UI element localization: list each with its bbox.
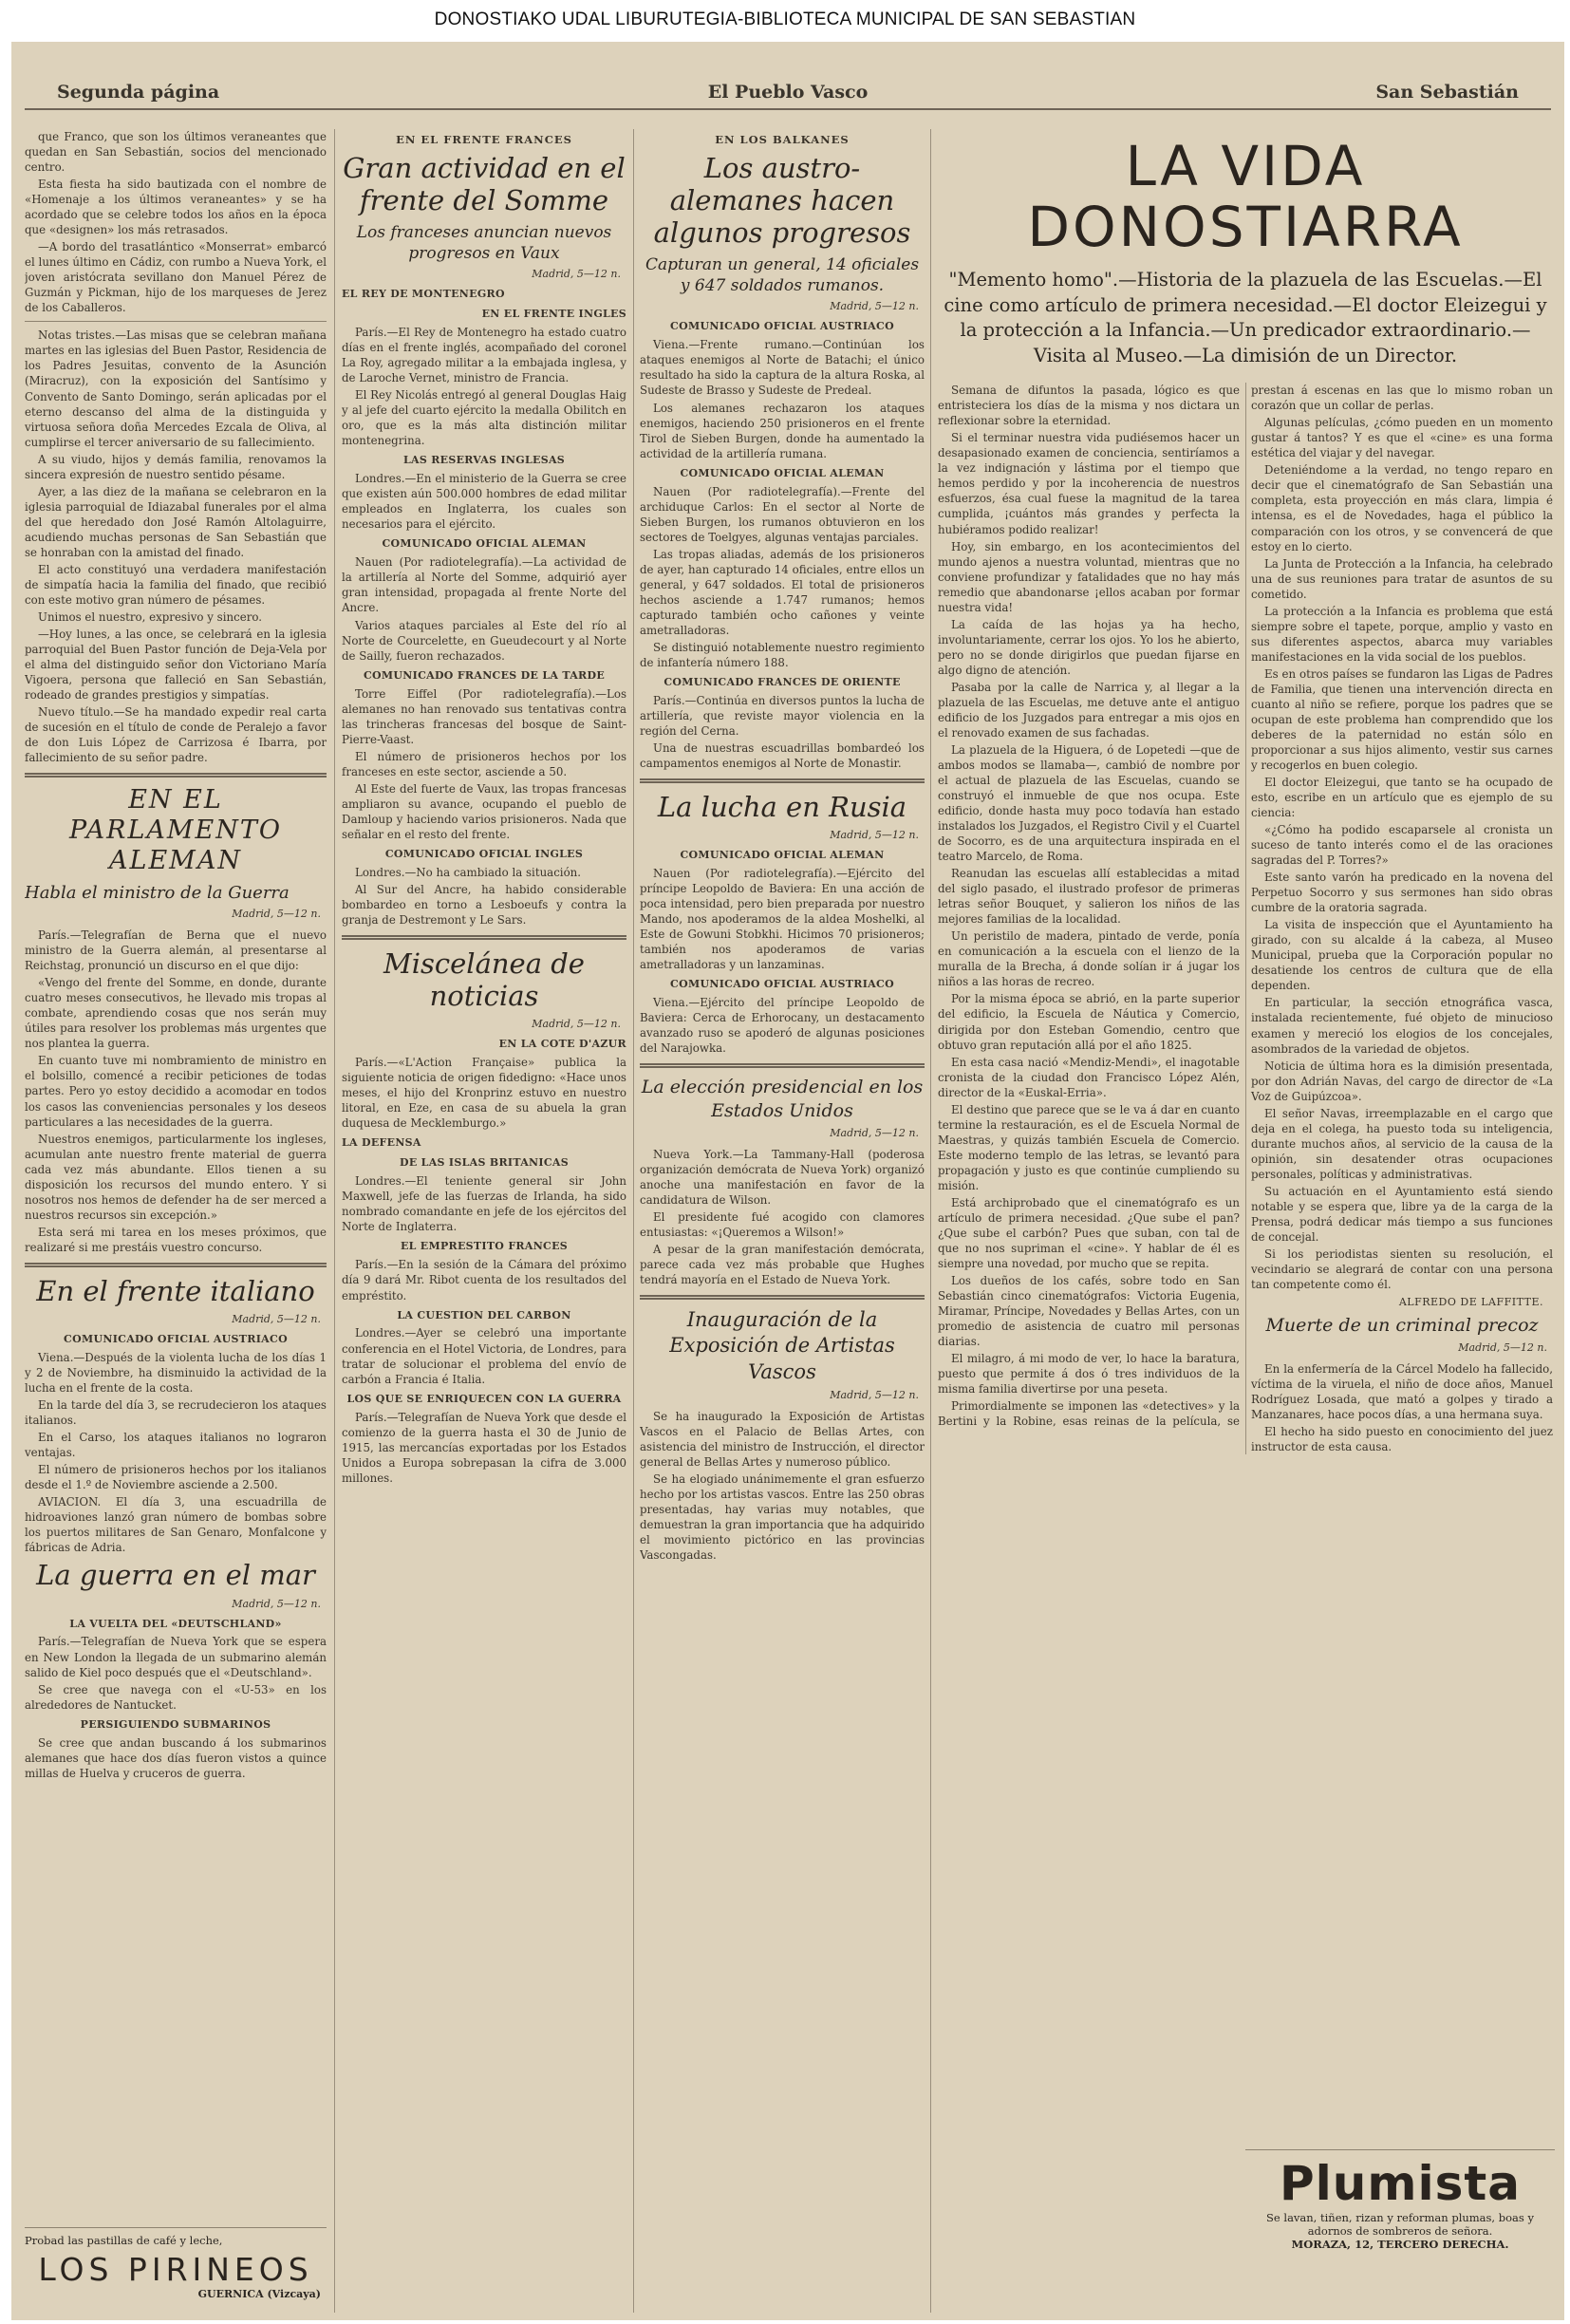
paragraph: Se distinguió notablemente nuestro regimiento de infantería número 188. [640,640,925,669]
paragraph: La visita de inspección que el Ayuntamiento ha girado, con su alcalde á la cabeza, al Museo Municipal, prueba que la Corporación popular no desatiende los centros de cultura que de ella dependen. [1251,918,1553,993]
subheadline-vaux: Los franceses anuncian nuevos progresos en Vaux [356,223,612,264]
paragraph: Este santo varón ha predicado en la novena del Perpetuo Socorro y sus sermones han sido obras cumbre de la oratoria sagrada. [1251,871,1553,915]
paragraph: Su actuación en el Ayuntamiento está siendo notable y se espera que, libre ya de la carga de la Prensa, podrá dedicar más tiempo a sus funciones de concejal. [1251,1184,1553,1244]
paragraph: Viena.—Después de la violenta lucha de los días 1 y 2 de Noviembre, ha disminuido la actividad de la lucha en el frente de la costa. [25,1350,327,1396]
paragraph: Los alemanes rechazaron los ataques enemigos, haciendo 250 prisioneros en el frente Tirol de Sieben Burgen, donde ha aumentado la actividad de la artillería rumana. [640,401,925,460]
ornamental-rule [640,1063,925,1068]
paragraph: Unimos el nuestro, expresivo y sincero. [38,609,262,624]
caption-reservas: LAS RESERVAS INGLESAS [402,454,566,467]
ornamental-rule [640,778,925,783]
dateline: Madrid, 5—12 n. [532,1018,621,1031]
paragraph: Si el terminar nuestra vida pudiésemos hacer un desapasionado examen de conciencia, sentiríamos a la vez indignación y lástima por el tiempo que hemos perdido y por la incoherencia de nuestros esfuerzos, ésa cual fuese la magnitud de la tarea cumplida, ¡cuántos más grandes y perfecta la hubiéramos podido realizar! [938,431,1240,536]
paragraph: Pasaba por la calle de Narrica y, al llegar a la plazuela de las Escuelas, me detuve ante el antiguo edificio de los Juzgados para entregar a mis ojos en el renovado examen de sus fachadas. [938,680,1240,740]
column-divider [334,129,335,2313]
paragraph: En la enfermería de la Cárcel Modelo ha fallecido, víctima de la viruela, el niño de doce años, Manuel Rodríguez Losada, que mató a golpes y tirado a Manzanares, hace pocos días, a una hermana suya. [1251,1361,1553,1421]
caption-carbon: LA CUESTION DEL CARBON [397,1308,571,1321]
caption-submarinos: PERSIGUIENDO SUBMARINOS [80,1717,271,1731]
paragraph: Noticia de última hora es la dimisión presentada, por don Adrián Navas, del cargo de director de «La Voz de Guipúzcoa». [1251,1059,1553,1103]
dateline: Madrid, 5—12 n. [830,829,919,842]
paragraph: París.—Telegrafían de Nueva York que se espera en New London la llegada de un submarino alemán salido de Kiel poco después que el «Deutschland». [25,1635,327,1679]
paragraph: Nueva York.—La Tammany-Hall (poderosa organización demócrata de Nueva York) organizó anoche una manifestación en favor de la candidatura de Wilson. [640,1147,925,1207]
caption-enriquecen: LOS QUE SE ENRIQUECEN CON LA GUERRA [346,1392,622,1405]
ornamental-rule [25,773,327,778]
dateline: Madrid, 5—12 n. [232,1597,321,1610]
headline-guerra-mar: La guerra en el mar [36,1559,315,1592]
paragraph: La Junta de Protección a la Infancia, ha celebrado una de sus reuniones para tratar de asuntos de su cometido. [1251,556,1553,601]
paragraph: La plazuela de la Higuera, ó de Lopetedi —que de ambos modos se llamaba—, cambió de nombre por el actual de plazuela de las Escuelas, cuando se construyó el inmueble de que nos ocupa. Este edificio, donde hasta muy poco todavía han estado instalados los Juzgados, el Registro Civil y el Cuartel de Socorro, es de una arquitectura inspirada en el teatro Marcelo, de Roma. [938,742,1240,864]
masthead-rule [25,108,1551,110]
caption-comunicado-aleman: COMUNICADO OFICIAL ALEMAN [382,537,587,551]
paragraph: «¿Cómo ha podido escaparsele al cronista un suceso de tanto interés como el de las oraciones sagradas del P. Torres?» [1251,823,1553,868]
caption-comunicado: COMUNICADO OFICIAL AUSTRIACO [64,1333,288,1345]
column-divider [633,129,634,2313]
subheadline-rumanos: Capturan un general, 14 oficiales y 647 soldados rumanos. [645,255,920,296]
paragraph: Por la misma época se abrió, en la parte superior del edificio, la Escuela de Náutica y Comercio, dirigida por don Esteban Gomendio, centro que obtuvo gran reputación allá por el año 1825. [938,992,1240,1052]
masthead-center: El Pueblo Vasco [707,82,869,103]
lead-summary: "Memento homo".—Historia de la plazuela de las Escuelas.—El cine como artículo de primera necesidad.—El doctor Eleizegui y la protección a la Infancia.—Un predicador extraordinario.—Visita al Museo.—La dimisión de un Director. [944,268,1547,367]
headline-inauguracion: Inauguración de la Exposición de Artistas Vascos [669,1308,895,1383]
paragraph: En particular, la sección etnográfica vasca, instalada recientemente, fué objeto de minucioso examen y mereció los elogios de los concejales, asombrados de la variedad de objetos. [1251,996,1553,1056]
caption-defensa: LA DEFENSA [342,1136,421,1150]
paragraph: Deteniéndome a la verdad, no tengo reparo en decir que el cinematógrafo de San Sebastián una completa, esta proyección en más clara, limpia é intensa, es el de Novedades, haga el público la comparación con los otros, y se convencerá de que estoy en lo cierto. [1251,463,1553,553]
paragraph: Primordialmente se imponen las «detectives» y la Bertini y la Robine, esas reinas de la película, se prestan á escenas en las que lo mismo roban un corazón que un collar de perlas. [938,384,1553,1429]
section-label: EN EL FRENTE FRANCES [396,133,572,146]
caption-comunicado-oriente: COMUNICADO FRANCES DE ORIENTE [664,675,901,688]
advert-logo: LOS PIRINEOS [38,2251,313,2288]
divider [1245,2149,1555,2150]
paragraph: El milagro, á mi modo de ver, lo hace la baratura, puesto que permite á dos ó tres individuos de la misma familia divertirse por una peseta. [938,1352,1240,1396]
paragraph: Londres.—El teniente general sir John Maxwell, jefe de las fuerzas de Irlanda, ha sido nombrado comandante en jefe de los ejércitos del Norte de Inglaterra. [342,1174,626,1234]
caption-emprestito: EL EMPRESTITO FRANCES [400,1240,569,1253]
advert-title: Plumista [1279,2156,1522,2211]
paragraph: Al Este del fuerte de Vaux, las tropas francesas ampliaron su avance, ocupando el pueblo de Damloup y haciendo varios prisioneros. Nada que señalar en el resto del frente. [342,781,626,841]
paragraph: —Hoy lunes, a las once, se celebrará en la iglesia parroquial del Buen Pastor función de Deja-Vela por el alma del distinguido señor don Victoriano María Vigoera, persona que falleció en San Sebastián, rodeado de grandes prestigios y simpatías. [25,627,327,703]
paragraph: Nauen (Por radiotelegrafía).—Ejército del príncipe Leopoldo de Baviera: En una acción de poca intensidad, pero bien preparada por nuestro Mando, nos apoderamos de la aldea Moshelki, al Este de Gowuni Stobkhi. Hicimos 70 prisioneros; también nos apoderamos de varias ametralladoras y un lanzaminas. [640,867,925,972]
paragraph: El acto constituyó una verdadera manifestación de simpatía hacia la familia del finado, que recibió con este motivo gran número de pésames. [25,562,327,607]
paragraph: Está archiprobado que el cinematógrafo es un artículo de primera necesidad. ¿Que sube el pan? ¿Que sube el carbón? Pues que suban, con tal de que no nos supriman el «cine». Y hablar de él es siempre una novedad, por mucho que se repita. [938,1195,1240,1270]
advert-address: MORAZA, 12, TERCERO DERECHA. [1291,2238,1509,2251]
archive-header-text: DONOSTIAKO UDAL LIBURUTEGIA-BIBLIOTECA MUNICIPAL DE SAN SEBASTIAN [434,9,1136,29]
paragraph: Se ha inaugurado la Exposición de Artistas Vascos en el Palacio de Bellas Artes, con asistencia del ministro de Instrucción, el director general de Bellas Artes y numeroso público. [640,1409,925,1470]
paragraph: La protección a la Infancia es problema que está siempre sobre el tapete, porque, amplio y vasto en sus diferentes aspectos, abarca muy variables manifestaciones en la vida social de los pueblos. [1251,604,1553,664]
dateline: Madrid, 5—12 n. [232,1313,321,1326]
paragraph: Reanudan las escuelas allí establecidas a mitad del siglo pasado, el ilustrado profesor de primeras letras señor Bouquet, y salieron los niños de las mejores familias de la localidad. [938,867,1240,927]
paragraph: París.—El Rey de Montenegro ha estado cuatro días en el frente inglés, acompañado del coronel La Roy, agregado militar a la embajada inglesa, y de Laroche Vernet, ministro de Francia. [342,326,626,385]
paragraph: Al Sur del Ancre, ha habido considerable bombardeo en torno a Lesboeufs y contra la granja de Destremont y Le Sars. [342,882,626,927]
paragraph: A pesar de la gran manifestación demócrata, parece cada vez más probable que Hughes tendrá mayoría en el Estado de Nueva York. [640,1243,925,1287]
paragraph: La caída de las hojas ya ha hecho, involuntariamente, cerrar los ojos. Yo los he abierto, pero no se donde dirigirlos que puedan fijarse en algo digno de atención. [938,617,1240,677]
dateline: Madrid, 5—12 n. [830,1126,919,1139]
paragraph: Se cree que andan buscando á los submarinos alemanes que hace dos días fueron vistos a quince millas de Huelva y cruceros de guerra. [25,1735,327,1780]
newspaper-page [11,42,1564,2320]
headline-rusia: La lucha en Rusia [657,791,907,824]
ornamental-rule [342,935,626,940]
paragraph: El hecho ha sido puesto en conocimiento del juez instructor de esta causa. [1251,1424,1553,1453]
advert-place: GUERNICA (Vizcaya) [197,2288,321,2300]
caption-deutschland: LA VUELTA DEL «DEUTSCHLAND» [69,1617,282,1630]
dateline: Madrid, 5—12 n. [532,268,621,281]
section-label: EN LOS BALKANES [715,133,850,146]
paragraph: Torre Eiffel (Por radiotelegrafía).—Los alemanes no han renovado sus tentativas contra las trincheras francesas del bosque de Saint-Pierre-Vaast. [342,686,626,746]
advert-plumista [1245,2144,1555,2251]
paragraph: Varios ataques parciales al Este del río al Norte de Courcelette, en Gueudecourt y al Norte de Sailly, fueron rechazados. [342,618,626,663]
caption-islas: DE LAS ISLAS BRITANICAS [400,1156,569,1170]
paragraph: A su viudo, hijos y demás familia, renovamos la sincera expresión de nuestro sentido pésame. [25,452,327,481]
paragraph: Si los periodistas sienten su resolución, el vecindario se alegrará de contar con una persona tan competente como él. [1251,1246,1553,1291]
paragraph: Un peristilo de madera, pintado de verde, ponía en comunicación a la escuela con el lienzo de la muralla de la Brecha, á donde solían ir á jugar los niños a las horas de recreo. [938,929,1240,989]
paragraph: Se ha elogiado unánimemente el gran esfuerzo hecho por los artistas vascos. Entre las 250 obras presentadas, hay varias muy notables, que demuestran la gran importancia que ha adquirido el movimiento pictórico en las provincias Vascongadas. [640,1472,925,1563]
caption-montenegro: EL REY DE MONTENEGRO [342,288,505,301]
column-divider [930,129,931,2313]
paragraph: En el Carso, los ataques italianos no lograron ventajas. [25,1431,327,1460]
paragraph: París.—«L'Action Française» publica la siguiente noticia de origen fidedigno: «Hace unos meses, el hijo del Kronprinz estuvo en nuestro litoral, en Eze, en casa de su abuela la gran duquesa de Mecklemburgo.» [342,1056,626,1131]
paragraph: Nauen (Por radiotelegrafía).—La actividad de la artillería al Norte del Somme, adquirió ayer gran intensidad, propagada al frente Norte del Ancre. [342,555,626,615]
paragraph: Es en otros países se fundaron las Ligas de Padres de Familia, que tienen una intervención directa en cuanto al niño se refiere, porque los padres que se ocupan de este problema han comprendido que los deberes de la paternidad no están sólo en proporcionar a sus hijos alimento, vestir sus carnes y recogerlos en buen colegio. [1251,666,1553,772]
caption-frente-ingles: EN EL FRENTE INGLES [481,308,626,321]
archive-header [0,0,1570,40]
masthead [11,42,1564,103]
masthead-right: San Sebastián [1375,82,1519,103]
paragraph: Viena.—Frente rumano.—Continúan los ataques enemigos al Norte de Batachi; el único resultado ha sido la captura de la altura Roska, al Sudeste de Brasso y Sudeste de Predeal. [640,338,925,398]
caption-comunicado-austriaco: COMUNICADO OFICIAL AUSTRIACO [670,978,894,991]
headline-frente-italiano: En el frente italiano [36,1274,315,1307]
paragraph: Los dueños de los cafés, sobre todo en San Sebastián cinco cinematógrafos: Victoria Eugenia, Miramar, Príncipe, Novedades y Bellas Artes, con un promedio de asistencia de cuatro mil personas diarias. [938,1274,1240,1349]
article-body [938,383,1553,1454]
advert-text: Se lavan, tiñen, rizan y reforman plumas, boas y adornos de sombreros de señora. [1266,2211,1534,2238]
paragraph: Hoy, sin embargo, en los acontecimientos del mundo ajenos a nuestra voluntad, mientras que no conviene profundizar y fatalidades que no hay más remedio que abandonarse ¡ellos acaban por formar nuestra vida! [938,539,1240,614]
dateline: Madrid, 5—12 n. [232,908,321,921]
paragraph: Una de nuestras escuadrillas bombardeó los campamentos enemigos al Norte de Monastir. [640,741,925,771]
paragraph: En cuanto tuve mi nombramiento de ministro en el bolsillo, comencé a recibir peticiones de todas partes. Pero yo estoy decidido a acomodar en todos los casos las conveniencias personales y los deseos particulares a las necesidades de la guerra. [25,1054,327,1129]
paragraph: Se cree que navega con el «U-53» en los alrededores de Nantucket. [25,1682,327,1712]
paragraph: Esta será mi tarea en los meses próximos, que realizaré si me prestáis vuestro concurso. [25,1225,327,1254]
paragraph: París.—En la sesión de la Cámara del próximo día 9 dará Mr. Ribot cuenta de los resultados del empréstito. [342,1258,626,1303]
column-3 [640,129,925,2313]
paragraph: Semana de difuntos la pasada, lógico es que entristeciera los días de la misma y nos dictara un reflexionar sobre la eternidad. [938,384,1240,428]
paragraph: Notas tristes.—Las misas que se celebran mañana martes en las iglesias del Buen Pastor, Residencia de los Padres Jesuitas, convento de la Asunción (Miracruz), con la exposición del Santísimo y Convento de Santo Domingo, serán aplicadas por el eterno descanso del alma de la distinguida y virtuosa señora doña Mercedes Ezcala de Oliva, al cumplirse el tercer aniversario de su fallecimiento. [25,328,327,449]
dateline: Madrid, 5—12 n. [830,300,919,313]
column-2 [342,129,626,2313]
signature: ALFREDO DE LAFFITTE. [1398,1296,1543,1309]
paragraph: En la tarde del día 3, se recrudecieron los ataques italianos. [25,1398,327,1428]
paragraph: Las tropas aliadas, además de los prisioneros de ayer, han capturado 14 oficiales, entre ellos un general, y 647 soldados. El total de prisioneros hechos asciende a 1.747 rumanos; hemos capturado también ocho cañones y veinte ametralladoras. [640,547,925,637]
right-block [938,129,1553,2313]
paragraph: AVIACION. El día 3, una escuadrilla de hidroaviones lanzó gran número de bombas sobre los puertos militares de San Genaro, Monfalcone y fábricas de Adria. [25,1495,327,1555]
caption-comunicado-austriaco: COMUNICADO OFICIAL AUSTRIACO [670,320,894,333]
divider [25,2227,327,2228]
paragraph: Londres.—En el ministerio de la Guerra se cree que existen aún 500.000 hombres de edad militar empleados en Inglaterra, los cuales son necesarios para el ejército. [342,472,626,532]
subheadline-ministro: Habla el ministro de la Guerra [25,882,290,903]
paragraph: En esta casa nació «Mendiz-Mendi», el inagotable cronista de la ciudad don Francisco López Alén, director de la «Euskal-Erria». [938,1055,1240,1099]
paragraph: El número de prisioneros hechos por los italianos desde el 1.º de Noviembre asciende a 2.500. [25,1463,327,1492]
paragraph: El número de prisioneros hechos por los franceses en este sector, asciende a 50. [342,749,626,778]
advert-text: Probad las pastillas de café y leche, [25,2234,223,2247]
headline-criminal-precoz: Muerte de un criminal precoz [1265,1314,1539,1336]
caption-comunicado-aleman: COMUNICADO OFICIAL ALEMAN [680,849,885,862]
paragraph: Algunas películas, ¿cómo pueden en un momento gustar á tantos? Y es que el «cine» es una forma estética del viajar y del navegar. [1251,416,1553,460]
caption-comunicado-frances: COMUNICADO FRANCES DE LA TARDE [363,668,606,682]
paragraph: Esta fiesta ha sido bautizada con el nombre de «Homenaje a los últimos veraneantes» y se ha acordado que se celebre todos los años en la época que «designen» los más retrasados. [25,178,327,237]
paragraph: El doctor Eleizegui, que tanto se ha ocupado de esto, escribe en un artículo que es ejemplo de su ciencia: [1251,776,1553,820]
paragraph: Nuestros enemigos, particularmente los ingleses, acumulan ante nuestro frente material de guerra cada vez más abundante. Ellos tienen a su disposición los recursos del mundo entero. Y si nosotros nos hemos de defender ha de ser merced a nuestros recursos sin excepción.» [25,1132,327,1222]
headline-somme: Gran actividad en el frente del Somme [343,151,626,216]
dateline: Madrid, 5—12 n. [1458,1340,1547,1354]
paragraph: Nauen (Por radiotelegrafía).—Frente del archiduque Carlos: En el sector al Norte de Sieben Burgen, los rumanos obtuvieron en los sectores de Toelgyes, algunas ventajas parciales. [640,484,925,544]
ornamental-rule [25,1263,327,1267]
paragraph: París.—Telegrafían de Berna que el nuevo ministro de la Guerra alemán, al presentarse al Reichstag, pronunció un discurso en el que dijo: [25,928,327,973]
advert-los-pirineos [25,2221,327,2300]
ornamental-rule [640,1295,925,1300]
paragraph: Viena.—Ejército del príncipe Leopoldo de Baviera: Cerca de Erhorocany, un destacamento avanzado ruso se apoderó de algunas posiciones del Narajowka. [640,996,925,1056]
caption-comunicado-ingles: COMUNICADO OFICIAL INGLES [384,847,584,860]
masthead-left: Segunda página [57,82,220,103]
column-1 [25,129,327,2313]
paragraph: Nuevo título.—Se ha mandado expedir real carta de sucesión en el título de conde de Peralejo a favor de don Luis López de Carrizosa é Ibarra, por fallecimiento de su señor padre. [25,705,327,765]
paragraph: Londres.—No ha cambiado la situación. [355,865,582,879]
paragraph: Ayer, a las diez de la mañana se celebraron en la iglesia parroquial de Idiazabal funerales por el alma del que heredado don José Ramón Altolaguirre, acudiendo muchas personas de San Sebastián que se honraban con la amistad del finado. [25,484,327,559]
divider [25,321,327,322]
paragraph: El presidente fué acogido con clamores entusiastas: «¡Queremos a Wilson!» [640,1209,925,1239]
paragraph: —A bordo del trasatlántico «Monserrat» embarcó el lunes último en Cádiz, con rumbo a Nueva York, el joven aristócrata sevillano don Manuel Pérez de Guzmán y Pickman, hijo de los marqueses de Jerez de los Caballeros. [25,240,327,315]
paragraph: que Franco, que son los últimos veraneantes que quedan en San Sebastián, socios del mencionado centro. [25,130,327,175]
paragraph: El Rey Nicolás entregó al general Douglas Haig y al jefe del cuarto ejército la medalla Obilitch en oro, que es la más alta distinción militar montenegrina. [342,388,626,448]
headline-vida-donostiarra: LA VIDA DONOSTIARRA [1027,134,1464,259]
paragraph: «Vengo del frente del Somme, en donde, durante cuatro meses consecutivos, he llevado mis tropas al combate, aprendiendo cosas que nos serán muy útiles para resolver los problemas más urgentes que nos plantea la guerra. [25,976,327,1051]
caption-cote-azur: EN LA COTE D'AZUR [498,1038,626,1051]
paragraph: París.—Continúa en diversos puntos la lucha de artillería, que reviste mayor violencia en la región del Cerna. [640,693,925,738]
dateline: Madrid, 5—12 n. [830,1388,919,1401]
paragraph: El destino que parece que se le va á dar en cuanto termine la restauración, es el de Escuela Normal de Maestras, y quizás también Escuela de Comercio. Este moderno templo de las letras, se levantó para propagación y justo es que continúe cumpliendo su misión. [938,1102,1240,1192]
paragraph: París.—Telegrafían de Nueva York que desde el comienzo de la guerra hasta el 30 de Junio de 1915, las mercancías exportadas por los Estados Unidos a Europa sobrepasan la cifra de 3.000 millones. [342,1410,626,1485]
paragraph: El señor Navas, irreemplazable en el cargo que deja en el colega, ha puesto toda su inteligencia, durante muchos años, al servicio de la causa de la opinión, sin desatender otras ocupaciones personales, políticas y administrativas. [1251,1106,1553,1181]
headline-miscelanea: Miscelánea de noticias [383,946,585,1013]
caption-comunicado-aleman: COMUNICADO OFICIAL ALEMAN [680,466,885,479]
paragraph: Londres.—Ayer se celebró una importante conferencia en el Hotel Victoria, de Londres, para tratar de solucionar el problema del envío de carbón a Francia é Italia. [342,1326,626,1386]
headline-parlamento: EN EL PARLAMENTO ALEMAN [68,785,283,875]
headline-eleccion: La elección presidencial en los Estados Unidos [641,1077,924,1122]
headline-balkanes: Los austro-alemanes hacen algunos progresos [653,151,911,250]
